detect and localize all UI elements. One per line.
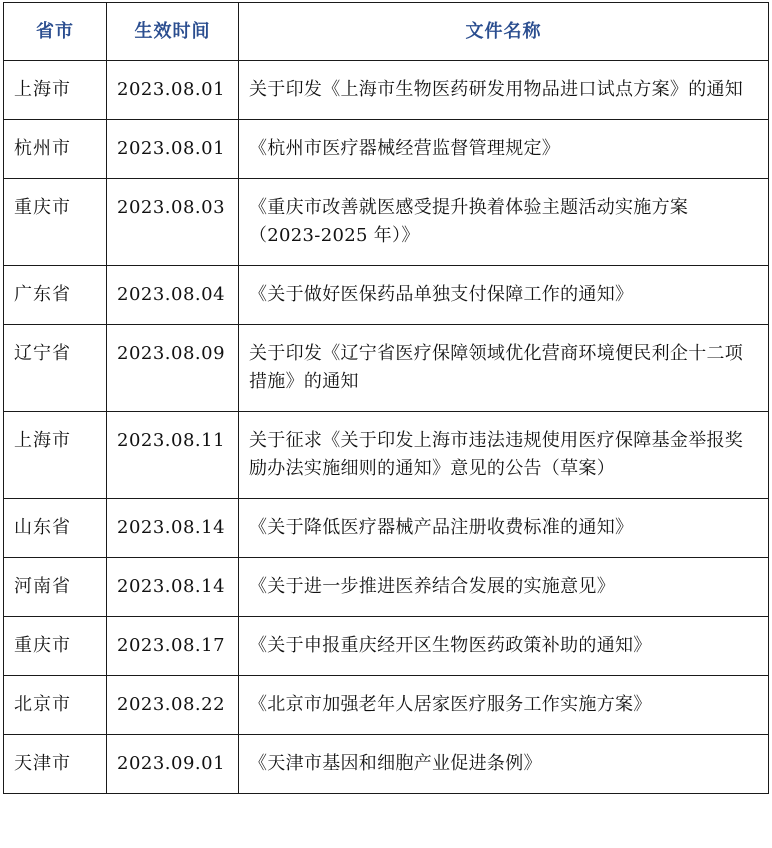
table-header-row [4,3,769,61]
cell-province: 重庆市 [4,617,107,676]
table-row [4,266,769,325]
cell-province: 河南省 [4,558,107,617]
cell-document-title: 《关于做好医保药品单独支付保障工作的通知》 [239,266,769,325]
cell-province: 北京市 [4,676,107,735]
cell-province: 杭州市 [4,120,107,179]
policy-table [3,2,769,794]
cell-document-title: 《关于进一步推进医养结合发展的实施意见》 [239,558,769,617]
cell-province: 上海市 [4,412,107,499]
table-row [4,412,769,499]
cell-province: 上海市 [4,61,107,120]
header-effective-date: 生效时间 [107,3,239,61]
cell-province: 山东省 [4,499,107,558]
table-row [4,325,769,412]
cell-document-title: 关于印发《辽宁省医疗保障领域优化营商环境便民利企十二项措施》的通知 [239,325,769,412]
header-document-title: 文件名称 [239,3,769,61]
cell-province: 辽宁省 [4,325,107,412]
cell-effective-date: 2023.08.03 [107,179,239,266]
cell-effective-date: 2023.08.17 [107,617,239,676]
cell-document-title: 《天津市基因和细胞产业促进条例》 [239,735,769,794]
cell-document-title: 《北京市加强老年人居家医疗服务工作实施方案》 [239,676,769,735]
table-row [4,735,769,794]
table-row [4,61,769,120]
cell-province: 天津市 [4,735,107,794]
header-province: 省市 [4,3,107,61]
cell-effective-date: 2023.08.01 [107,120,239,179]
table-body [4,61,769,794]
cell-effective-date: 2023.08.22 [107,676,239,735]
cell-effective-date: 2023.08.14 [107,558,239,617]
cell-effective-date: 2023.08.11 [107,412,239,499]
table-row [4,558,769,617]
cell-document-title: 《关于降低医疗器械产品注册收费标准的通知》 [239,499,769,558]
cell-document-title: 关于印发《上海市生物医药研发用物品进口试点方案》的通知 [239,61,769,120]
table-row [4,120,769,179]
cell-document-title: 《重庆市改善就医感受提升换着体验主题活动实施方案（2023-2025 年）》 [239,179,769,266]
cell-province: 广东省 [4,266,107,325]
cell-effective-date: 2023.08.01 [107,61,239,120]
cell-effective-date: 2023.08.04 [107,266,239,325]
cell-effective-date: 2023.09.01 [107,735,239,794]
cell-effective-date: 2023.08.14 [107,499,239,558]
cell-document-title: 关于征求《关于印发上海市违法违规使用医疗保障基金举报奖励办法实施细则的通知》意见的公告（草案） [239,412,769,499]
table-row [4,499,769,558]
cell-province: 重庆市 [4,179,107,266]
table-row [4,676,769,735]
cell-document-title: 《关于申报重庆经开区生物医药政策补助的通知》 [239,617,769,676]
cell-effective-date: 2023.08.09 [107,325,239,412]
cell-document-title: 《杭州市医疗器械经营监督管理规定》 [239,120,769,179]
table-row [4,617,769,676]
table-row [4,179,769,266]
